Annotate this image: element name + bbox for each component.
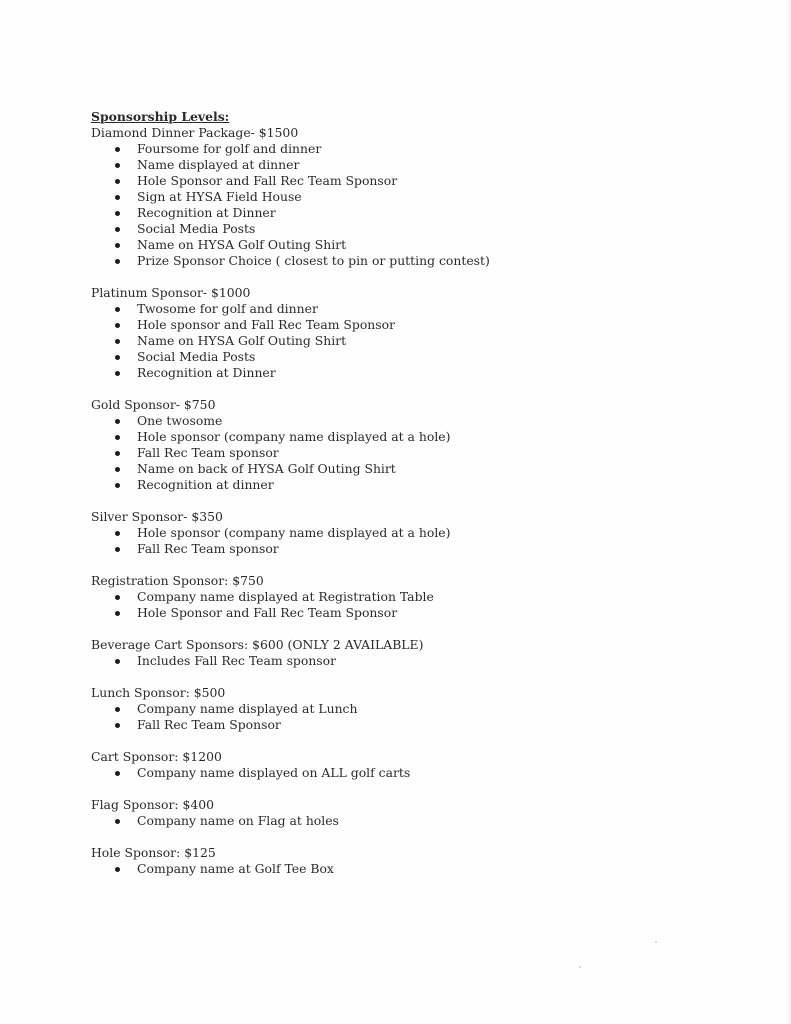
document-body [91,109,731,877]
benefit-list-item [91,765,731,781]
sponsor-level-section [91,285,731,381]
benefit-list-item [91,365,731,381]
sponsor-level-title: Platinum Sponsor- $1000 [91,285,251,300]
benefit-text: Name displayed at dinner [137,157,300,172]
bullet-icon [115,195,120,200]
sponsor-level-section [91,573,731,621]
page-heading: Sponsorship Levels: [91,109,230,124]
bullet-icon [115,307,120,312]
benefit-text: Fall Rec Team Sponsor [137,717,281,732]
bullet-icon [115,707,120,712]
scan-speck [579,966,581,968]
benefit-text: Name on HYSA Golf Outing Shirt [137,237,347,252]
benefit-list-item [91,861,731,877]
sponsor-level-section [91,637,731,669]
benefit-list-item [91,157,731,173]
bullet-icon [115,819,120,824]
bullet-icon [115,435,120,440]
benefit-list [91,589,731,621]
bullet-icon [115,179,120,184]
bullet-icon [115,355,120,360]
bullet-icon [115,259,120,264]
sponsor-level-section [91,125,731,269]
benefit-list [91,765,731,781]
bullet-icon [115,659,120,664]
sponsor-level-section [91,685,731,733]
sponsor-level-section [91,509,731,557]
benefit-list-item [91,445,731,461]
benefit-text: Hole Sponsor and Fall Rec Team Sponsor [137,173,398,188]
benefit-list [91,301,731,381]
bullet-icon [115,243,120,248]
bullet-icon [115,483,120,488]
bullet-icon [115,339,120,344]
scan-speck [655,941,657,943]
sponsor-level-title: Gold Sponsor- $750 [91,397,216,412]
bullet-icon [115,371,120,376]
benefit-list [91,861,731,877]
sponsor-level-title: Registration Sponsor: $750 [91,573,264,588]
benefit-list-item [91,333,731,349]
benefit-text: Recognition at dinner [137,477,274,492]
benefit-list-item [91,429,731,445]
benefit-list [91,525,731,557]
bullet-icon [115,211,120,216]
benefit-list [91,653,731,669]
benefit-text: Company name displayed at Lunch [137,701,358,716]
sponsor-level-title: Silver Sponsor- $350 [91,509,223,524]
bullet-icon [115,323,120,328]
sponsor-level-title: Diamond Dinner Package- $1500 [91,125,299,140]
benefit-text: Sign at HYSA Field House [137,189,302,204]
sponsor-level-section [91,797,731,829]
sponsor-level-title: Hole Sponsor: $125 [91,845,216,860]
bullet-icon [115,163,120,168]
benefit-list [91,701,731,733]
benefit-text: Name on HYSA Golf Outing Shirt [137,333,347,348]
benefit-list-item [91,813,731,829]
bullet-icon [115,531,120,536]
sponsor-level-title: Cart Sponsor: $1200 [91,749,222,764]
bullet-icon [115,227,120,232]
sponsor-level-title: Beverage Cart Sponsors: $600 (ONLY 2 AVAILABLE) [91,637,424,652]
benefit-list-item [91,141,731,157]
benefit-text: Recognition at Dinner [137,365,276,380]
benefit-list-item [91,413,731,429]
benefit-list-item [91,717,731,733]
benefit-list-item [91,477,731,493]
sponsor-level-section [91,397,731,493]
benefit-list-item [91,301,731,317]
benefit-text: Fall Rec Team sponsor [137,445,279,460]
sponsor-level-title: Lunch Sponsor: $500 [91,685,226,700]
benefit-list-item [91,317,731,333]
benefit-list-item [91,541,731,557]
benefit-text: Company name at Golf Tee Box [137,861,334,876]
benefit-list [91,141,731,269]
benefit-list-item [91,461,731,477]
bullet-icon [115,611,120,616]
bullet-icon [115,595,120,600]
benefit-text: Hole sponsor and Fall Rec Team Sponsor [137,317,396,332]
benefit-text: Fall Rec Team sponsor [137,541,279,556]
benefit-text: Hole sponsor (company name displayed at a hole) [137,525,451,540]
benefit-list [91,813,731,829]
benefit-text: Company name displayed on ALL golf carts [137,765,411,780]
benefit-list-item [91,253,731,269]
benefit-text: Hole sponsor (company name displayed at a hole) [137,429,451,444]
benefit-list [91,413,731,493]
benefit-list-item [91,525,731,541]
page-edge-shadow [785,0,791,1024]
sponsor-level-section [91,845,731,877]
benefit-text: Social Media Posts [137,349,256,364]
sponsorship-levels [91,125,731,877]
benefit-list-item [91,221,731,237]
benefit-list-item [91,349,731,365]
bullet-icon [115,867,120,872]
sponsor-level-title: Flag Sponsor: $400 [91,797,215,812]
benefit-list-item [91,189,731,205]
benefit-text: Company name displayed at Registration Table [137,589,434,604]
bullet-icon [115,467,120,472]
bullet-icon [115,451,120,456]
benefit-text: Name on back of HYSA Golf Outing Shirt [137,461,396,476]
bullet-icon [115,723,120,728]
bullet-icon [115,419,120,424]
benefit-text: Twosome for golf and dinner [137,301,318,316]
benefit-list-item [91,205,731,221]
benefit-list-item [91,237,731,253]
benefit-text: Foursome for golf and dinner [137,141,322,156]
benefit-list-item [91,605,731,621]
benefit-list-item [91,173,731,189]
benefit-text: Company name on Flag at holes [137,813,339,828]
benefit-list-item [91,589,731,605]
bullet-icon [115,147,120,152]
benefit-list-item [91,701,731,717]
bullet-icon [115,547,120,552]
benefit-text: One twosome [137,413,223,428]
benefit-text: Includes Fall Rec Team sponsor [137,653,337,668]
bullet-icon [115,771,120,776]
benefit-text: Prize Sponsor Choice ( closest to pin or putting contest) [137,253,490,268]
benefit-list-item [91,653,731,669]
sponsor-level-section [91,749,731,781]
benefit-text: Hole Sponsor and Fall Rec Team Sponsor [137,605,398,620]
benefit-text: Recognition at Dinner [137,205,276,220]
benefit-text: Social Media Posts [137,221,256,236]
